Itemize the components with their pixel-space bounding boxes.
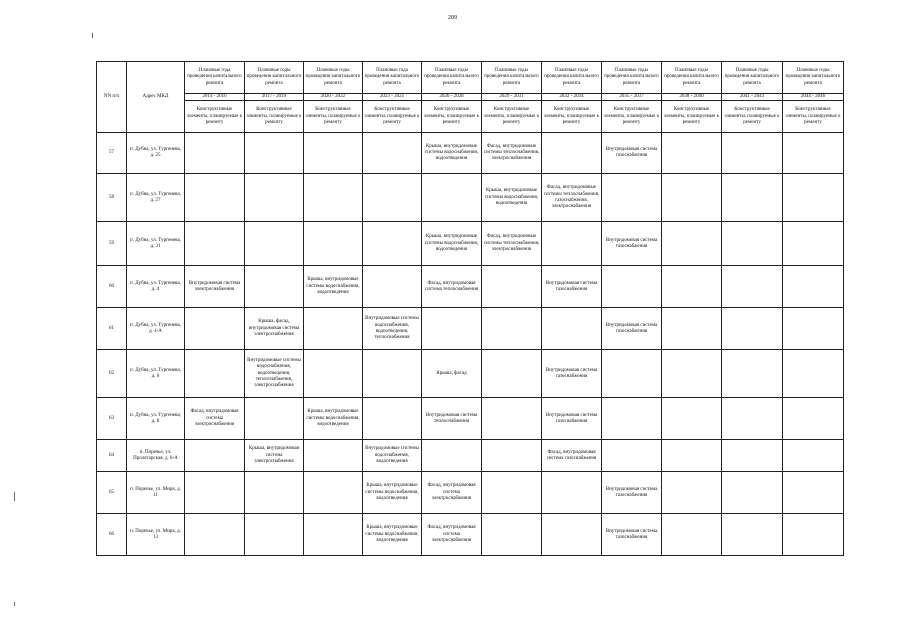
table-row	[97, 133, 844, 174]
period-years: 2020 - 2022	[304, 94, 363, 101]
period-header-title: Плановые годы проведения капитального ремонта	[722, 62, 783, 94]
repair-elements-cell	[185, 174, 245, 222]
row-number: 61	[97, 308, 127, 350]
repair-elements-cell	[662, 440, 722, 472]
repair-elements-cell: Фасад, внутридомовые системы теплоснабжения, электроснабжения	[482, 133, 542, 174]
repair-elements-cell: Крыша, внутридомовые системы водоснабжения, водоотведения	[363, 514, 422, 556]
period-subheader: Конструктивные элементы, планируемые к ремонту	[185, 101, 245, 133]
row-address: п. Дубна, ул. Тургенева, д. 8	[127, 398, 185, 440]
row-number: 58	[97, 174, 127, 222]
repair-elements-cell	[304, 472, 363, 514]
repair-elements-cell	[185, 308, 245, 350]
table-row	[97, 308, 844, 350]
repair-elements-cell	[363, 266, 422, 308]
period-subheader: Конструктивные элементы, планируемые к ремонту	[662, 101, 722, 133]
repair-elements-cell	[783, 472, 844, 514]
period-years: 2026 - 2028	[422, 94, 482, 101]
column-header-nn: NN п/п	[97, 62, 127, 133]
row-number: 63	[97, 398, 127, 440]
row-address: п. Дубна, ул. Тургенева, д. 25	[127, 133, 185, 174]
repair-elements-cell	[422, 440, 482, 472]
repair-elements-cell	[482, 440, 542, 472]
repair-elements-cell	[363, 350, 422, 398]
repair-elements-cell: Внутридомовая система теплоснабжения	[422, 398, 482, 440]
repair-elements-cell: Внутридомовая система газоснабжения	[602, 514, 662, 556]
repair-elements-cell	[482, 350, 542, 398]
repair-elements-cell: Внутридомовая система газоснабжения	[542, 350, 602, 398]
period-header-title: Плановые года проведения капитального ремонта	[185, 62, 245, 94]
period-years: 2017 - 2019	[245, 94, 304, 101]
repair-elements-cell: Крыша, внутридомовые системы водоснабжения, водоотведения	[482, 174, 542, 222]
repair-elements-cell: Внутридомовые системы водоснабжения, водоотведения	[363, 440, 422, 472]
row-address: п. Дубна, ул. Тургенева, д. 4-А	[127, 308, 185, 350]
repair-elements-cell: Внутридомовая система электроснабжения	[185, 266, 245, 308]
repair-elements-cell	[722, 308, 783, 350]
repair-elements-cell	[783, 133, 844, 174]
repair-elements-cell	[783, 398, 844, 440]
row-address: п. Поречье, ул. Мира, д. 13	[127, 514, 185, 556]
repair-elements-cell: Внутридомовая система газоснабжения	[542, 266, 602, 308]
row-number: 57	[97, 133, 127, 174]
repair-elements-cell	[245, 133, 304, 174]
margin-mark	[14, 492, 15, 501]
repair-elements-cell	[542, 514, 602, 556]
repair-elements-cell	[304, 222, 363, 266]
repair-elements-cell: Крыша, фасад	[422, 350, 482, 398]
repair-elements-cell	[185, 350, 245, 398]
repair-elements-cell	[662, 266, 722, 308]
period-header-title: Плановые годы проведения капитального ремонта	[422, 62, 482, 94]
repair-elements-cell	[722, 350, 783, 398]
table-row	[97, 472, 844, 514]
repair-elements-cell	[482, 266, 542, 308]
repair-elements-cell	[363, 222, 422, 266]
repair-elements-cell	[304, 308, 363, 350]
repair-elements-cell	[542, 222, 602, 266]
period-years: 2029 - 2031	[482, 94, 542, 101]
period-years: 2032 - 2034	[542, 94, 602, 101]
repair-elements-cell: Внутридомовая система газоснабжения	[542, 398, 602, 440]
repair-elements-cell: Крыша, внутридомовые системы водоснабжения, водоотведения	[304, 266, 363, 308]
repair-elements-cell	[304, 174, 363, 222]
repair-elements-cell	[662, 222, 722, 266]
period-years: 2023 - 2025	[363, 94, 422, 101]
repair-elements-cell	[722, 398, 783, 440]
repair-elements-cell	[185, 440, 245, 472]
row-number: 60	[97, 266, 127, 308]
row-number: 64	[97, 440, 127, 472]
repair-schedule-table	[96, 61, 844, 556]
repair-elements-cell	[662, 308, 722, 350]
repair-elements-cell: Внутридомовые системы водоснабжения, водоотведения, теплоснабжения, электроснабжения	[245, 350, 304, 398]
repair-elements-cell	[602, 350, 662, 398]
row-number: 59	[97, 222, 127, 266]
repair-elements-cell	[602, 174, 662, 222]
table-row	[97, 398, 844, 440]
row-address: п. Поречье, ул. Пролетарская, д. 8-А	[127, 440, 185, 472]
repair-elements-cell	[783, 350, 844, 398]
margin-mark	[92, 33, 93, 38]
repair-elements-cell	[783, 174, 844, 222]
repair-elements-cell: Внутридомовая система газоснабжения	[602, 472, 662, 514]
repair-elements-cell: Фасад, внутридомовые системы теплоснабжения, электроснабжения	[482, 222, 542, 266]
period-subheader: Конструктивные элементы, планируемые к ремонту	[783, 101, 844, 133]
repair-elements-cell	[245, 222, 304, 266]
repair-elements-cell	[363, 398, 422, 440]
margin-mark	[14, 602, 15, 606]
repair-elements-cell: Фасад, внутридомовые системы теплоснабжения, газоснабжения, электроснабжения	[542, 174, 602, 222]
row-address: п. Дубна, ул. Тургенева, д. 27	[127, 174, 185, 222]
repair-elements-cell	[722, 174, 783, 222]
period-years: 2041 - 2043	[722, 94, 783, 101]
table-row	[97, 514, 844, 556]
repair-elements-cell	[722, 222, 783, 266]
repair-elements-cell	[662, 133, 722, 174]
repair-elements-cell	[185, 222, 245, 266]
period-subheader: Конструктивные элементы, планируемые к ремонту	[602, 101, 662, 133]
repair-elements-cell: Крыша, внутридомовые системы водоснабжения, водоотведения	[422, 222, 482, 266]
period-header-title: Плановые годы проведения капитального ремонта	[542, 62, 602, 94]
row-number: 66	[97, 514, 127, 556]
repair-elements-cell: Внутридомовая система газоснабжения	[602, 133, 662, 174]
row-address: п. Дубна, ул. Тургенева, д. 4	[127, 266, 185, 308]
repair-elements-cell	[662, 350, 722, 398]
repair-elements-cell	[722, 133, 783, 174]
table-row	[97, 350, 844, 398]
repair-elements-cell	[482, 398, 542, 440]
repair-elements-cell	[783, 266, 844, 308]
repair-elements-cell: Фасад, внутридомовая система газоснабжения	[542, 440, 602, 472]
repair-elements-cell	[245, 472, 304, 514]
period-years: 2044 - 2046	[783, 94, 844, 101]
row-number: 62	[97, 350, 127, 398]
period-header-title: Плановые года проведения капитального ремонта	[363, 62, 422, 94]
repair-elements-cell: Крыша, внутридомовая система электроснабжения	[245, 440, 304, 472]
row-number: 65	[97, 472, 127, 514]
table-row	[97, 266, 844, 308]
period-header-title: Плановые годы проведения капитального ремонта	[662, 62, 722, 94]
period-subheader: Конструктивные элементы, планируемые к ремонту	[304, 101, 363, 133]
row-address: п. Дубна, ул. Тургенева, д. 6	[127, 350, 185, 398]
repair-elements-cell	[602, 440, 662, 472]
repair-elements-cell	[722, 266, 783, 308]
repair-elements-cell	[602, 398, 662, 440]
repair-elements-cell	[722, 472, 783, 514]
repair-elements-cell: Крыша, фасад, внутридомовая система электроснабжения	[245, 308, 304, 350]
repair-elements-cell: Крыша, внутридомовые системы водоснабжения, водоотведения	[363, 472, 422, 514]
repair-elements-cell	[662, 398, 722, 440]
period-header-title: Плановые годы проведения капитального ремонта	[783, 62, 844, 94]
repair-elements-cell	[304, 350, 363, 398]
row-address: п. Дубна, ул. Тургенева, д. 31	[127, 222, 185, 266]
repair-elements-cell: Фасад, внутридомовая система теплоснабжения	[422, 266, 482, 308]
repair-elements-cell: Фасад, внутридомовая система электроснабжения	[422, 514, 482, 556]
repair-elements-cell	[783, 440, 844, 472]
repair-elements-cell: Крыша, внутридомовые системы водоснабжения, водоотведения	[422, 133, 482, 174]
period-subheader: Конструктивные элементы, планируемые к ремонту	[422, 101, 482, 133]
repair-elements-cell: Фасад, внутридомовая система электроснабжения	[422, 472, 482, 514]
table-row	[97, 440, 844, 472]
repair-elements-cell	[783, 514, 844, 556]
table-row	[97, 174, 844, 222]
repair-elements-cell	[245, 266, 304, 308]
period-header-title: Плановые годы проведения капитального ремонта	[304, 62, 363, 94]
repair-elements-cell	[482, 308, 542, 350]
repair-elements-cell	[542, 308, 602, 350]
period-header-title: Плановые годы проведения капитального ремонта	[245, 62, 304, 94]
repair-elements-cell	[542, 472, 602, 514]
row-address: п. Поречье, ул. Мира, д. 11	[127, 472, 185, 514]
period-subheader: Конструктивные элементы, планируемые к ремонту	[722, 101, 783, 133]
repair-elements-cell	[662, 472, 722, 514]
repair-elements-cell: Крыша, внутридомовые системы водоснабжения, водоотведения	[304, 398, 363, 440]
period-header-title: Плановые годы проведения капитального ремонта	[602, 62, 662, 94]
period-years: 2035 - 2037	[602, 94, 662, 101]
repair-elements-cell	[304, 514, 363, 556]
repair-elements-cell: Фасад, внутридомовая система электроснабжения	[185, 398, 245, 440]
repair-elements-cell	[662, 174, 722, 222]
repair-elements-cell	[662, 514, 722, 556]
period-subheader: Конструктивные элементы, планируемые к ремонту	[482, 101, 542, 133]
period-subheader: Конструктивные элементы, планируемые к ремонту	[245, 101, 304, 133]
repair-elements-cell	[363, 174, 422, 222]
repair-elements-cell	[482, 472, 542, 514]
repair-elements-cell	[542, 133, 602, 174]
repair-elements-cell	[722, 440, 783, 472]
repair-elements-cell: Внутридомовая система газоснабжения	[602, 308, 662, 350]
repair-elements-cell	[245, 174, 304, 222]
period-subheader: Конструктивные элементы, планируемые к ремонту	[363, 101, 422, 133]
repair-elements-cell	[783, 222, 844, 266]
repair-elements-cell	[482, 514, 542, 556]
repair-elements-cell	[185, 472, 245, 514]
repair-elements-cell	[304, 133, 363, 174]
repair-elements-cell	[422, 174, 482, 222]
period-header-title: Плановые годы проведения капитального ремонта	[482, 62, 542, 94]
repair-elements-cell	[722, 514, 783, 556]
repair-elements-cell	[363, 133, 422, 174]
repair-elements-cell	[245, 514, 304, 556]
period-years: 2014 - 2016	[185, 94, 245, 101]
page-number: 209	[448, 15, 457, 21]
repair-elements-cell	[185, 133, 245, 174]
repair-elements-cell: Внутридомовые системы водоснабжения, водоотведения, теплоснабжения	[363, 308, 422, 350]
table-row	[97, 222, 844, 266]
repair-elements-cell	[783, 308, 844, 350]
repair-elements-cell	[422, 308, 482, 350]
column-header-address: Адрес МКД	[127, 62, 185, 133]
repair-elements-cell	[602, 266, 662, 308]
period-subheader: Конструктивные элементы, планируемые к ремонту	[542, 101, 602, 133]
repair-elements-cell: Внутридомовая система газоснабжения	[602, 222, 662, 266]
repair-elements-cell	[185, 514, 245, 556]
period-years: 2038 - 2040	[662, 94, 722, 101]
repair-elements-cell	[304, 440, 363, 472]
repair-elements-cell	[245, 398, 304, 440]
